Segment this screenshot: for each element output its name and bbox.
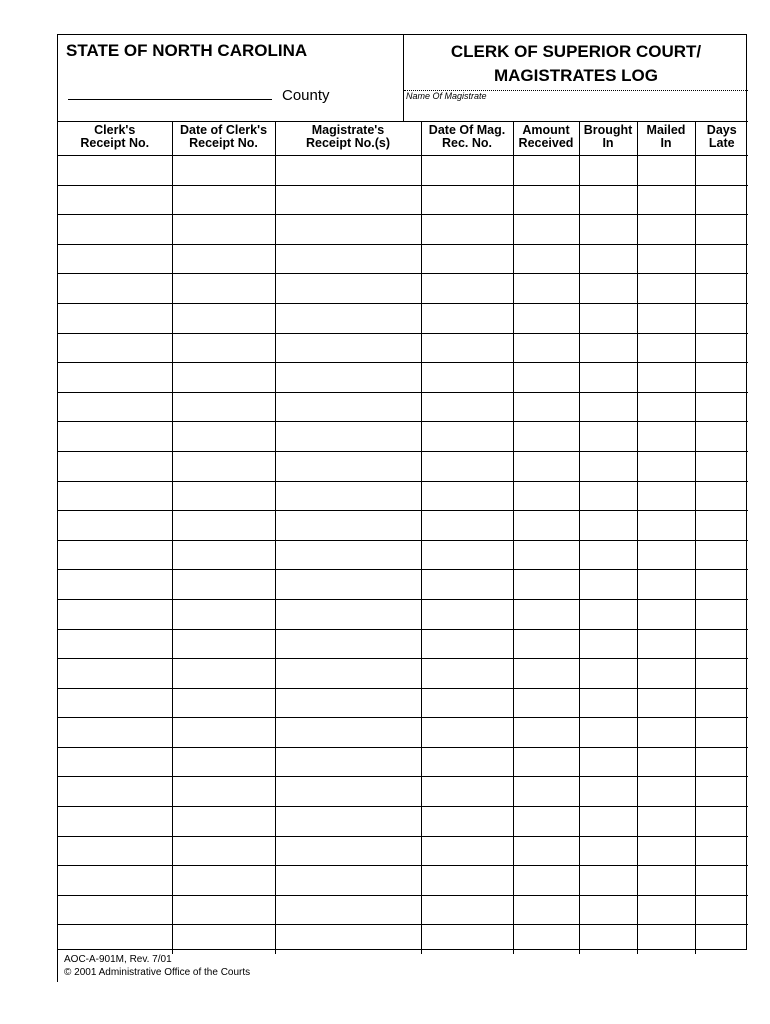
table-row [58,777,748,807]
table-cell[interactable] [421,866,513,896]
table-cell[interactable] [58,659,172,689]
table-row [58,599,748,629]
table-cell[interactable] [637,422,695,452]
table-row [58,570,748,600]
table-cell[interactable] [637,333,695,363]
table-cell[interactable] [58,244,172,274]
table-cell[interactable] [421,747,513,777]
table-cell[interactable] [421,718,513,748]
table-cell[interactable] [58,274,172,304]
table-cell[interactable] [579,333,637,363]
table-header-row [58,122,748,156]
table-cell[interactable] [58,185,172,215]
table-cell[interactable] [58,688,172,718]
table-cell[interactable] [275,599,421,629]
table-cell[interactable] [58,718,172,748]
table-cell[interactable] [172,511,275,541]
table-cell[interactable] [513,599,579,629]
table-cell[interactable] [579,777,637,807]
table-cell[interactable] [58,777,172,807]
log-table-body [58,156,748,955]
table-cell[interactable] [579,244,637,274]
table-cell[interactable] [58,629,172,659]
table-cell[interactable] [637,392,695,422]
table-cell[interactable] [513,185,579,215]
table-cell[interactable] [275,540,421,570]
col-header-days-late: Days Late [695,122,748,156]
table-row [58,747,748,777]
table-cell[interactable] [695,363,748,393]
table-cell[interactable] [579,629,637,659]
table-cell[interactable] [513,777,579,807]
table-cell[interactable] [637,303,695,333]
table-cell[interactable] [513,836,579,866]
table-cell[interactable] [695,333,748,363]
table-cell[interactable] [513,363,579,393]
table-cell[interactable] [421,185,513,215]
form-code: AOC-A-901M, Rev. 7/01 [64,954,172,965]
table-cell[interactable] [637,836,695,866]
table-cell[interactable] [513,244,579,274]
table-cell[interactable] [579,481,637,511]
table-cell[interactable] [579,659,637,689]
table-cell[interactable] [579,274,637,304]
table-cell[interactable] [172,718,275,748]
table-row [58,303,748,333]
table-cell[interactable] [172,777,275,807]
table-cell[interactable] [172,274,275,304]
table-cell[interactable] [637,718,695,748]
table-row [58,925,748,954]
table-cell[interactable] [513,629,579,659]
table-cell[interactable] [695,215,748,245]
table-cell[interactable] [579,599,637,629]
table-cell[interactable] [579,422,637,452]
table-cell[interactable] [275,688,421,718]
table-cell[interactable] [513,511,579,541]
table-cell[interactable] [637,925,695,954]
table-cell[interactable] [172,215,275,245]
table-cell[interactable] [421,599,513,629]
table-cell[interactable] [579,688,637,718]
table-cell[interactable] [695,777,748,807]
table-cell[interactable] [275,392,421,422]
table-cell[interactable] [695,599,748,629]
table-row [58,481,748,511]
table-cell[interactable] [172,629,275,659]
table-cell[interactable] [513,866,579,896]
table-row [58,156,748,186]
table-row [58,807,748,837]
table-cell[interactable] [58,511,172,541]
table-cell[interactable] [421,392,513,422]
table-cell[interactable] [58,451,172,481]
table-cell[interactable] [579,540,637,570]
table-cell[interactable] [172,156,275,186]
table-cell[interactable] [58,215,172,245]
table-cell[interactable] [695,836,748,866]
table-cell[interactable] [695,807,748,837]
table-cell[interactable] [58,599,172,629]
table-cell[interactable] [172,185,275,215]
form-title-line1: CLERK OF SUPERIOR COURT/ [450,42,702,61]
table-cell[interactable] [58,895,172,925]
table-cell[interactable] [695,392,748,422]
table-cell[interactable] [637,629,695,659]
table-row [58,688,748,718]
table-row [58,215,748,245]
table-cell[interactable] [58,747,172,777]
table-cell[interactable] [172,895,275,925]
table-cell[interactable] [513,570,579,600]
table-cell[interactable] [637,274,695,304]
table-cell[interactable] [275,925,421,954]
table-cell[interactable] [421,688,513,718]
table-row [58,451,748,481]
col-header-date-mag-rec: Date Of Mag. Rec. No. [421,122,513,156]
table-cell[interactable] [275,422,421,452]
table-row [58,866,748,896]
col-header-amount-received: Amount Received [513,122,579,156]
table-cell[interactable] [513,303,579,333]
table-cell[interactable] [513,688,579,718]
table-cell[interactable] [421,303,513,333]
table-row [58,718,748,748]
table-cell[interactable] [513,392,579,422]
table-cell[interactable] [637,570,695,600]
table-cell[interactable] [275,836,421,866]
table-cell[interactable] [275,274,421,304]
table-cell[interactable] [695,718,748,748]
table-cell[interactable] [695,274,748,304]
table-cell[interactable] [421,451,513,481]
table-cell[interactable] [421,481,513,511]
table-cell[interactable] [513,156,579,186]
table-row [58,392,748,422]
table-cell[interactable] [172,540,275,570]
table-cell[interactable] [637,511,695,541]
table-row [58,836,748,866]
table-row [58,540,748,570]
table-cell[interactable] [275,511,421,541]
table-cell[interactable] [421,925,513,954]
table-cell[interactable] [579,866,637,896]
table-cell[interactable] [695,925,748,954]
table-cell[interactable] [637,659,695,689]
col-header-date-clerks-receipt: Date of Clerk's Receipt No. [172,122,275,156]
form-title [404,40,748,88]
table-cell[interactable] [513,215,579,245]
table-cell[interactable] [58,392,172,422]
table-row [58,363,748,393]
table-cell[interactable] [421,511,513,541]
table-row [58,185,748,215]
table-cell[interactable] [513,895,579,925]
col-header-magistrates-receipt: Magistrate's Receipt No.(s) [275,122,421,156]
log-form [57,34,747,950]
table-cell[interactable] [421,895,513,925]
table-cell[interactable] [421,807,513,837]
table-cell[interactable] [695,422,748,452]
table-cell[interactable] [579,718,637,748]
table-cell[interactable] [579,511,637,541]
table-cell[interactable] [513,540,579,570]
table-cell[interactable] [579,451,637,481]
county-field[interactable] [68,99,272,100]
table-cell[interactable] [58,303,172,333]
table-cell[interactable] [637,688,695,718]
table-cell[interactable] [275,185,421,215]
table-cell[interactable] [637,866,695,896]
table-cell[interactable] [275,156,421,186]
table-cell[interactable] [275,570,421,600]
table-cell[interactable] [579,185,637,215]
table-row [58,422,748,452]
table-cell[interactable] [172,392,275,422]
table-cell[interactable] [579,807,637,837]
table-cell[interactable] [275,747,421,777]
table-cell[interactable] [275,718,421,748]
table-cell[interactable] [695,629,748,659]
table-cell[interactable] [58,363,172,393]
table-cell[interactable] [695,156,748,186]
table-cell[interactable] [58,925,172,954]
table-cell[interactable] [637,599,695,629]
table-cell[interactable] [513,659,579,689]
table-cell[interactable] [637,895,695,925]
table-cell[interactable] [172,866,275,896]
table-cell[interactable] [637,363,695,393]
table-cell[interactable] [421,659,513,689]
table-cell[interactable] [172,688,275,718]
table-cell[interactable] [275,629,421,659]
table-cell[interactable] [58,866,172,896]
table-cell[interactable] [513,925,579,954]
table-row [58,244,748,274]
table-cell[interactable] [637,451,695,481]
table-row [58,629,748,659]
table-cell[interactable] [275,451,421,481]
table-cell[interactable] [58,836,172,866]
table-cell[interactable] [637,244,695,274]
table-cell[interactable] [637,215,695,245]
table-cell[interactable] [695,185,748,215]
table-cell[interactable] [421,570,513,600]
table-cell[interactable] [275,363,421,393]
table-cell[interactable] [695,481,748,511]
table-cell[interactable] [513,807,579,837]
table-cell[interactable] [421,777,513,807]
table-cell[interactable] [275,303,421,333]
table-cell[interactable] [513,718,579,748]
table-cell[interactable] [58,333,172,363]
table-cell[interactable] [172,659,275,689]
table-cell[interactable] [172,451,275,481]
table-cell[interactable] [275,659,421,689]
table-cell[interactable] [695,866,748,896]
table-cell[interactable] [579,895,637,925]
table-cell[interactable] [421,422,513,452]
table-cell[interactable] [58,156,172,186]
table-cell[interactable] [579,925,637,954]
table-cell[interactable] [58,481,172,511]
table-cell[interactable] [421,274,513,304]
table-cell[interactable] [172,422,275,452]
table-cell[interactable] [695,895,748,925]
table-cell[interactable] [58,570,172,600]
table-cell[interactable] [637,807,695,837]
header-left [58,35,404,122]
table-cell[interactable] [513,422,579,452]
table-cell[interactable] [695,659,748,689]
table-cell[interactable] [275,481,421,511]
table-cell[interactable] [695,244,748,274]
log-table [58,122,748,954]
table-row [58,274,748,304]
table-cell[interactable] [421,156,513,186]
table-cell[interactable] [275,807,421,837]
table-row [58,895,748,925]
table-cell[interactable] [275,895,421,925]
table-cell[interactable] [513,451,579,481]
table-cell[interactable] [172,333,275,363]
table-cell[interactable] [695,511,748,541]
table-cell[interactable] [275,215,421,245]
table-cell[interactable] [513,274,579,304]
table-cell[interactable] [58,807,172,837]
col-header-brought-in: Brought In [579,122,637,156]
table-cell[interactable] [275,333,421,363]
table-cell[interactable] [637,481,695,511]
header-right [404,35,748,122]
state-title: STATE OF NORTH CAROLINA [66,41,308,60]
table-cell[interactable] [579,303,637,333]
table-cell[interactable] [695,540,748,570]
table-cell[interactable] [172,363,275,393]
table-cell[interactable] [172,807,275,837]
table-cell[interactable] [275,777,421,807]
table-cell[interactable] [579,570,637,600]
table-cell[interactable] [695,747,748,777]
table-cell[interactable] [579,747,637,777]
table-cell[interactable] [637,185,695,215]
table-cell[interactable] [421,333,513,363]
magistrate-name-label: Name Of Magistrate [406,91,487,101]
table-cell[interactable] [172,481,275,511]
table-cell[interactable] [421,540,513,570]
table-cell[interactable] [513,481,579,511]
table-cell[interactable] [637,156,695,186]
table-cell[interactable] [513,747,579,777]
table-cell[interactable] [421,363,513,393]
table-cell[interactable] [513,333,579,363]
table-cell[interactable] [579,836,637,866]
form-title-line2: MAGISTRATES LOG [493,66,658,85]
table-cell[interactable] [695,303,748,333]
table-cell[interactable] [695,451,748,481]
table-cell[interactable] [579,215,637,245]
table-row [58,333,748,363]
table-cell[interactable] [275,244,421,274]
footer [64,953,250,979]
table-cell[interactable] [172,303,275,333]
table-cell[interactable] [421,244,513,274]
table-row [58,511,748,541]
table-cell[interactable] [579,363,637,393]
table-cell[interactable] [172,599,275,629]
footer-divider [57,950,58,982]
col-header-clerks-receipt: Clerk's Receipt No. [58,122,172,156]
table-cell[interactable] [637,540,695,570]
table-cell[interactable] [421,836,513,866]
table-cell[interactable] [172,244,275,274]
table-cell[interactable] [275,866,421,896]
table-row [58,659,748,689]
table-cell[interactable] [579,392,637,422]
table-cell[interactable] [172,747,275,777]
county-label: County [282,87,330,104]
table-cell[interactable] [421,215,513,245]
table-cell[interactable] [58,422,172,452]
table-cell[interactable] [172,925,275,954]
table-cell[interactable] [58,540,172,570]
table-cell[interactable] [637,777,695,807]
col-header-mailed-in: Mailed In [637,122,695,156]
table-cell[interactable] [637,747,695,777]
copyright: © 2001 Administrative Office of the Courts [64,967,251,978]
table-cell[interactable] [695,570,748,600]
table-cell[interactable] [172,570,275,600]
table-cell[interactable] [172,836,275,866]
table-cell[interactable] [421,629,513,659]
table-cell[interactable] [579,156,637,186]
table-cell[interactable] [695,688,748,718]
